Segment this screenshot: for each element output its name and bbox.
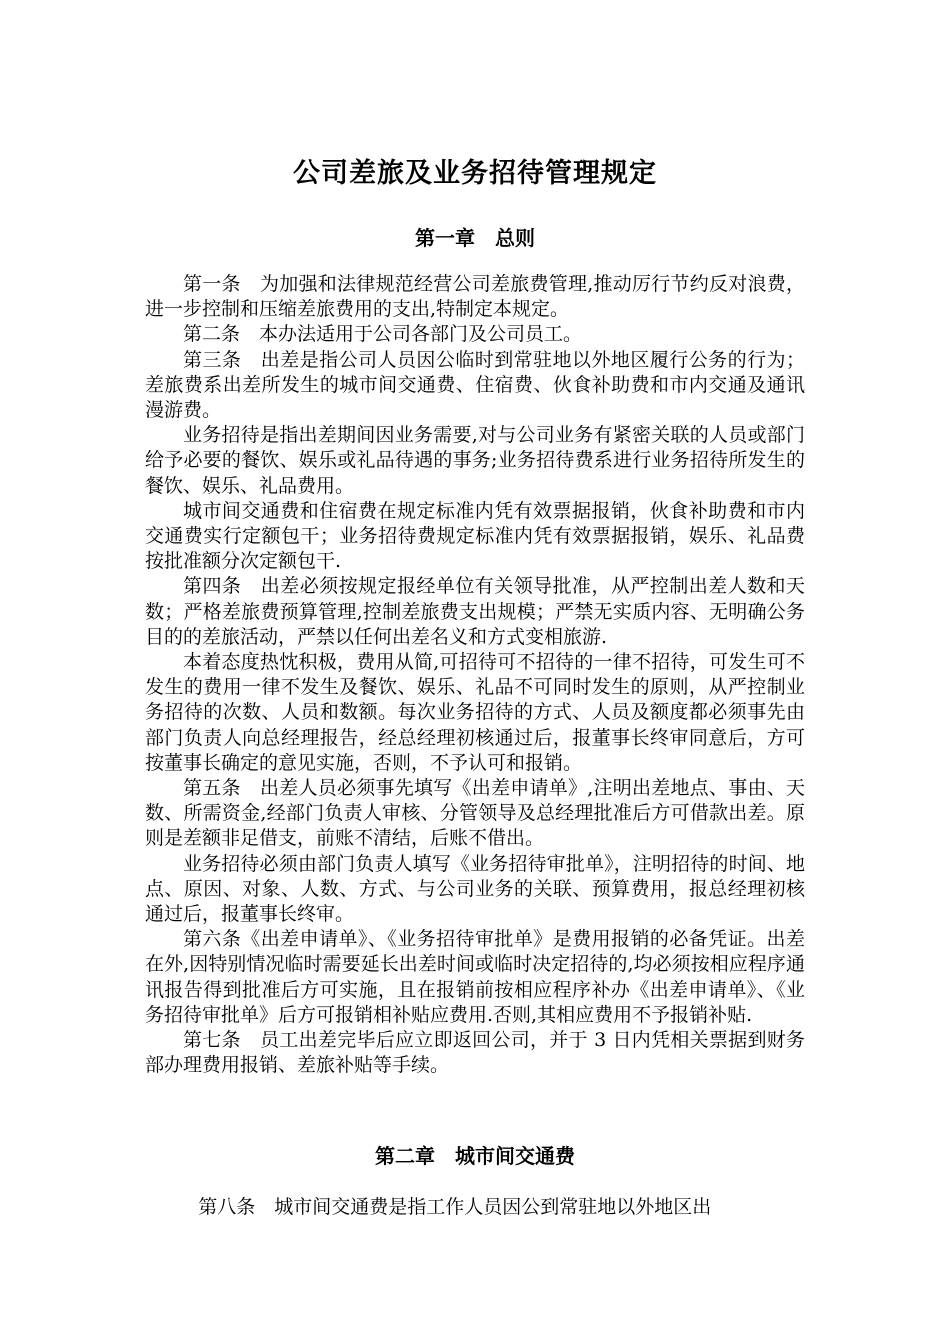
article-3-reimbursement: 城市间交通费和住宿费在规定标准内凭有效票据报销，伙食补助费和市内交通费实行定额包干；业务招待费规定标准内凭有效票据报销，娱乐、礼品费按批准额分次定额包干. [145, 499, 805, 573]
article-1: 第一条 为加强和法律规范经营公司差旅费管理,推动厉行节约反对浪费，进一步控制和压缩差旅费用的支出,特制定本规定。 [145, 273, 805, 321]
article-3-business-entertainment: 业务招待是指出差期间因业务需要,对与公司业务有紧密关联的人员或部门给予必要的餐饮、娱乐或礼品待遇的事务;业务招待费系进行业务招待所发生的餐饮、娱乐、礼品费用。 [145, 424, 805, 497]
article-5-entertainment-approval: 业务招待必须由部门负责人填写《业务招待审批单》，注明招待的时间、地点、原因、对象、人数、方式、与公司业务的关联、预算费用，报总经理初核通过后，报董事长终审。 [145, 852, 805, 926]
chapter-2-body [145, 1193, 805, 1221]
article-2: 第二条 本办法适用于公司各部门及公司员工。 [183, 323, 583, 346]
chapter-1-body [145, 272, 805, 1079]
chapter-2-heading: 第二章 城市间交通费 [375, 1144, 575, 1168]
article-8: 第八条 城市间交通费是指工作人员因公到常驻地以外地区出 [198, 1196, 712, 1218]
article-4: 第四条 出差必须按规定报经单位有关领导批准，从严控制出差人数和天数；严格差旅费预算管理,控制差旅费支出规模；严禁无实质内容、无明确公务目的的差旅活动，严禁以任何出差名义和方式变相旅游. [145, 575, 805, 648]
article-7: 第七条 员工出差完毕后应立即返回公司，并于 3 日内凭相关票据到财务部办理费用报销、差旅补贴等手续。 [145, 1029, 805, 1077]
article-5: 第五条 出差人员必须事先填写《出差申请单》,注明出差地点、事由、天数、所需资金,经部门负责人审核、分管领导及总经理批准后方可借款出差。原则是差额非足借支，前账不清结，后账不借出。 [145, 777, 805, 850]
article-4-entertainment-principle: 本着态度热忱积极，费用从简,可招待可不招待的一律不招待，可发生可不发生的费用一律不发生及餐饮、娱乐、礼品不可同时发生的原则，从严控制业务招待的次数、人员和数额。每次业务招待的方式、人员及额度都必须事先由部门负责人向总经理报告，经总经理初核通过后，报董事长终审同意后，方可按董事长确定的意见实施，否则，不予认可和报销。 [145, 651, 805, 774]
document-title: 公司差旅及业务招待管理规定 [293, 158, 657, 189]
chapter-1-heading: 第一章 总则 [415, 226, 535, 250]
article-6: 第六条《出差申请单》、《业务招待审批单》是费用报销的必备凭证。出差在外,因特别情况临时需要延长出差时间或临时决定招待的,均必须按相应程序通讯报告得到批准后方可实施，且在报销前按相应程序补办《出差申请单》、《业务招待审批单》后方可报销相补贴应费用.否则,其相应费用不予报销补贴. [145, 928, 805, 1026]
article-3: 第三条 出差是指公司人员因公临时到常驻地以外地区履行公务的行为；差旅费系出差所发生的城市间交通费、住宿费、伙食补助费和市内交通及通讯漫游费。 [145, 348, 805, 422]
